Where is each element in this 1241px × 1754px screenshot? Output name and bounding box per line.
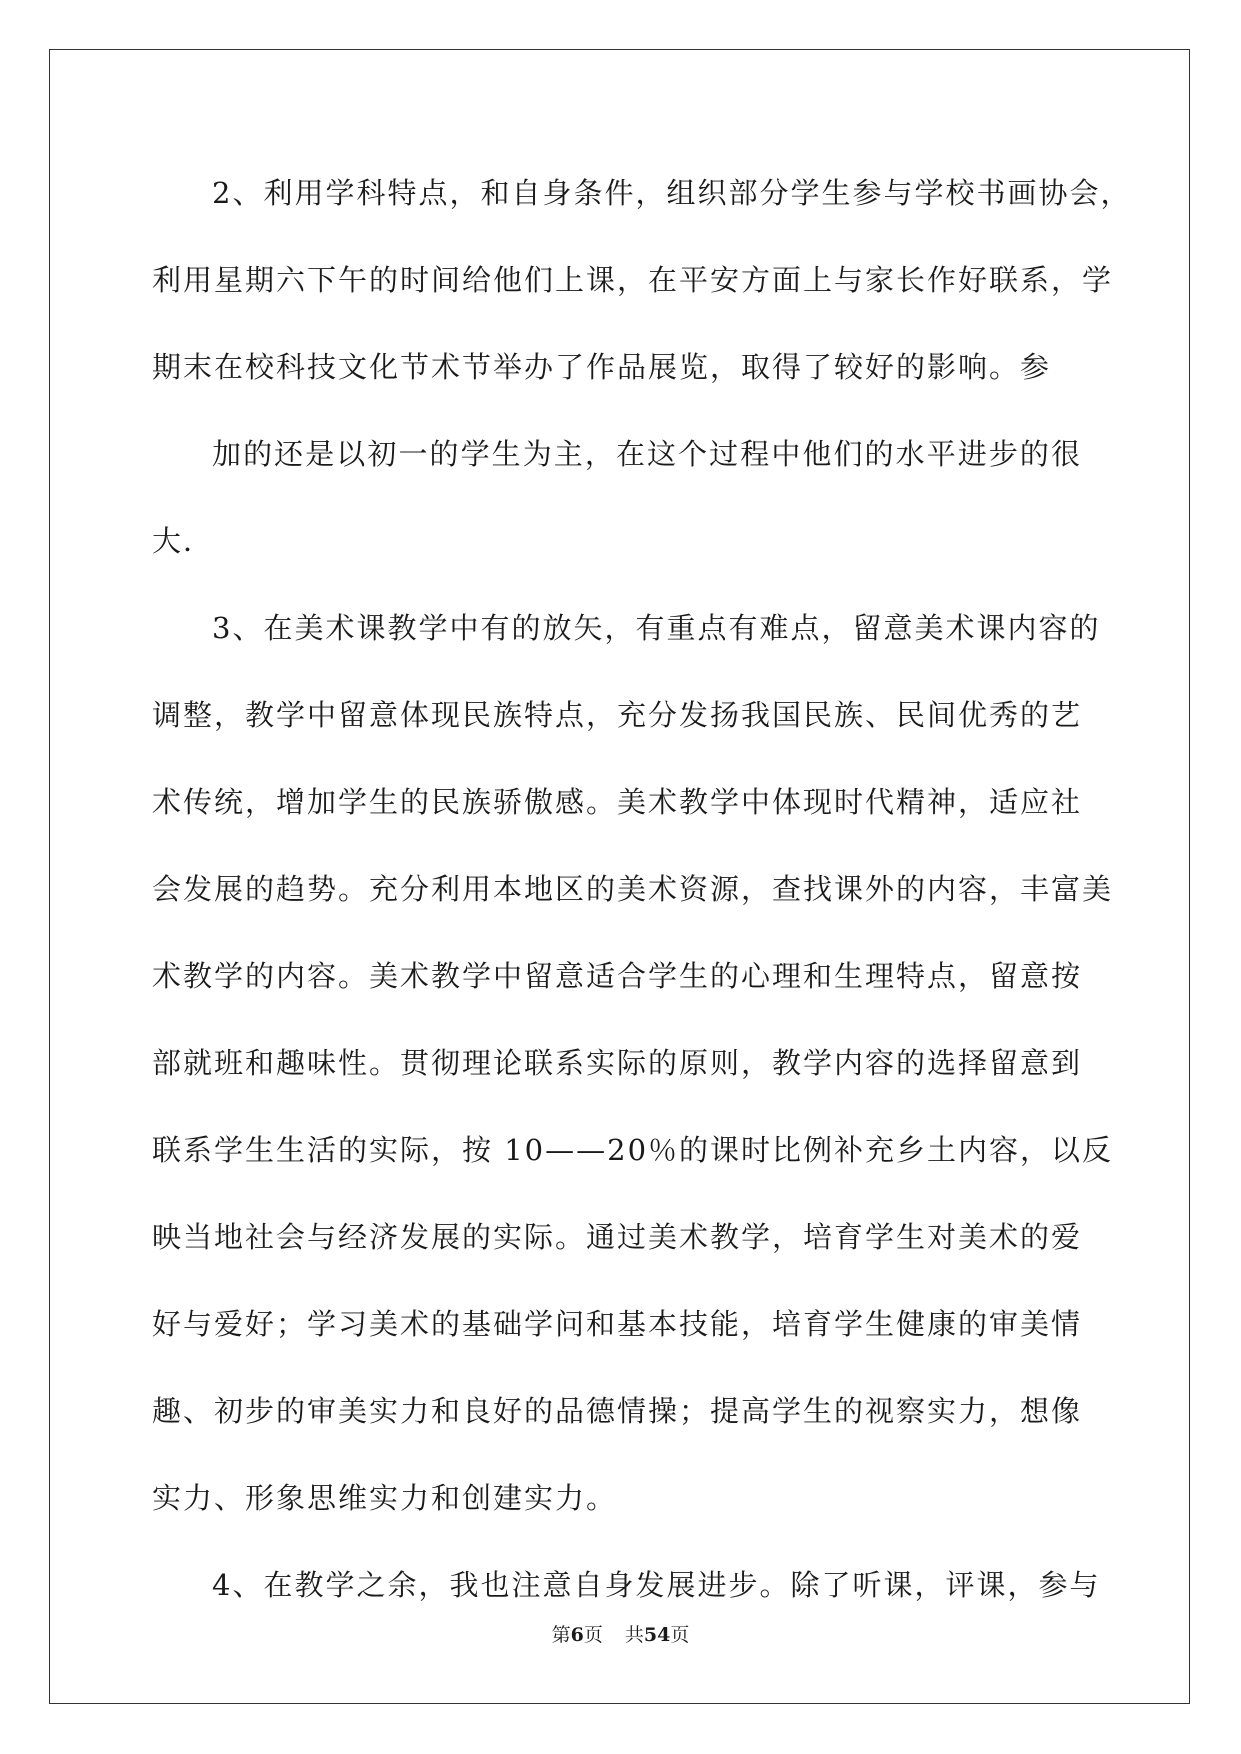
paragraph-2b-line-2: 大． <box>152 524 215 558</box>
paragraph-3-line-5: 术教学的内容。美术教学中留意适合学生的心理和生理特点，留意按 <box>152 959 1083 993</box>
paragraph-4-line-1: 4、在教学之余，我也注意自身发展进步。除了听课，评课，参与 <box>212 1568 1101 1602</box>
paragraph-2-line-3: 期末在校科技文化节术节举办了作品展览，取得了较好的影响。参 <box>152 350 1052 384</box>
paragraph-3-line-6: 部就班和趣味性。贯彻理论联系实际的原则，教学内容的选择留意到 <box>152 1046 1083 1080</box>
paragraph-3-line-11: 实力、形象思维实力和创建实力。 <box>152 1481 618 1515</box>
paragraph-2-line-2: 利用星期六下午的时间给他们上课，在平安方面上与家长作好联系，学 <box>152 263 1114 297</box>
page-suffix: 页 <box>583 1624 603 1646</box>
paragraph-2b-line-1: 加的还是以初一的学生为主，在这个过程中他们的水平进步的很 <box>212 437 1082 471</box>
total-suffix: 页 <box>670 1624 690 1646</box>
page-footer <box>0 1623 1241 1647</box>
paragraph-3-line-7: 联系学生生活的实际，按 10——20％的课时比例补充乡土内容，以反 <box>152 1133 1114 1167</box>
page-prefix: 第 <box>551 1624 571 1646</box>
total-pages: 54 <box>643 1624 671 1646</box>
paragraph-2-line-1: 2、利用学科特点，和自身条件，组织部分学生参与学校书画协会， <box>212 176 1132 210</box>
paragraph-3-line-2: 调整，教学中留意体现民族特点，充分发扬我国民族、民间优秀的艺 <box>152 698 1083 732</box>
paragraph-3-line-3: 术传统，增加学生的民族骄傲感。美术教学中体现时代精神，适应社 <box>152 785 1083 819</box>
total-prefix: 共 <box>624 1624 644 1646</box>
paragraph-3-line-1: 3、在美术课教学中有的放矢，有重点有难点，留意美术课内容的 <box>212 611 1101 645</box>
paragraph-3-line-8: 映当地社会与经济发展的实际。通过美术教学，培育学生对美术的爱 <box>152 1220 1083 1254</box>
paragraph-3-line-10: 趣、初步的审美实力和良好的品德情操；提高学生的视察实力，想像 <box>152 1394 1083 1428</box>
paragraph-3-line-9: 好与爱好；学习美术的基础学问和基本技能，培育学生健康的审美情 <box>152 1307 1083 1341</box>
paragraph-3-line-4: 会发展的趋势。充分利用本地区的美术资源，查找课外的内容，丰富美 <box>152 872 1114 906</box>
page-number: 6 <box>570 1624 584 1646</box>
